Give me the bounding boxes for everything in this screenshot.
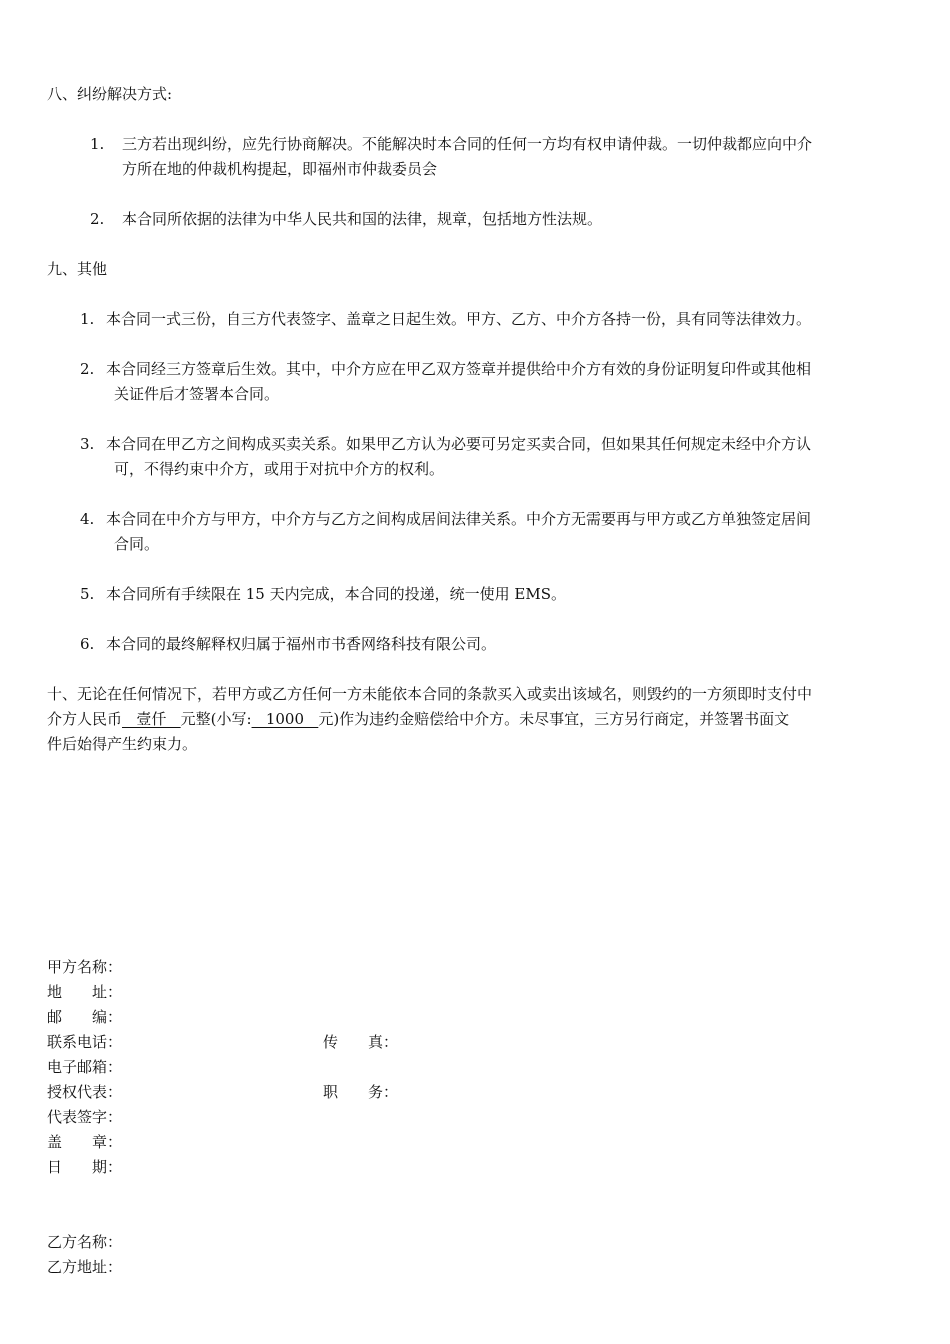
item-text-line: 本合同所有手续限在 15 天内完成，本合同的投递，统一使用 EMS。 (106, 585, 566, 603)
party-a-fax-label: 传 真： (323, 1033, 399, 1051)
sec10-text: 介方人民币 (47, 710, 123, 728)
sec10-text: 元)作为违约金赔偿给中介方。未尽事宜，三方另行商定，并签署书面文 (318, 710, 790, 728)
item-number: 4. (80, 510, 95, 528)
amount-chinese: 壹仟 (122, 710, 181, 728)
amount-number: 1000 (251, 710, 319, 728)
item-number: 1. (90, 135, 105, 153)
party-a-email-label: 电子邮箱： (47, 1058, 123, 1076)
item-number: 2. (80, 360, 95, 378)
item-number: 2. (90, 210, 105, 228)
party-a-address-label: 地 址： (47, 983, 123, 1001)
section-9-title: 九、其他 (47, 260, 108, 278)
party-a-date-label: 日 期： (47, 1158, 123, 1176)
item-text-line: 本合同所依据的法律为中华人民共和国的法律，规章，包括地方性法规。 (122, 210, 603, 228)
item-text-line: 本合同在甲乙方之间构成买卖关系。如果甲乙方认为必要可另定买卖合同，但如果其任何规定未经中介方认 (106, 435, 812, 453)
party-a-signature-label: 代表签字： (47, 1108, 123, 1126)
item-text-line: 方所在地的仲裁机构提起，即福州市仲裁委员会 (122, 160, 438, 178)
item-text-line: 三方若出现纠纷，应先行协商解决。不能解决时本合同的任何一方均有权申请仲裁。一切仲裁都应向中介 (122, 135, 813, 153)
party-a-postcode-label: 邮 编： (47, 1008, 123, 1026)
party-a-position-label: 职 务： (323, 1083, 399, 1101)
item-text-line: 可，不得约束中介方，或用于对抗中介方的权利。 (114, 460, 445, 478)
section-10-line (47, 707, 789, 732)
item-number: 5. (80, 585, 95, 603)
party-b-address-label: 乙方地址： (47, 1258, 123, 1276)
item-text-line: 本合同一式三份，自三方代表签字、盖章之日起生效。甲方、乙方、中介方各持一份，具有同等法律效力。 (106, 310, 812, 328)
sec10-text: 元整(小写: (180, 710, 252, 728)
item-text-line: 本合同在中介方与甲方，中介方与乙方之间构成居间法律关系。中介方无需要再与甲方或乙方单独签定居间 (106, 510, 812, 528)
item-number: 6. (80, 635, 95, 653)
party-a-phone-label: 联系电话： (47, 1033, 123, 1051)
item-text-line: 关证件后才签署本合同。 (114, 385, 280, 403)
party-a-name-label: 甲方名称： (47, 958, 123, 976)
item-number: 1. (80, 310, 95, 328)
item-number: 3. (80, 435, 95, 453)
item-text-line: 合同。 (114, 535, 160, 553)
section-10-line: 件后始得产生约束力。 (47, 735, 198, 753)
section-8-title: 八、纠纷解决方式: (47, 85, 173, 103)
party-a-seal-label: 盖 章： (47, 1133, 123, 1151)
section-10-line: 十、无论在任何情况下，若甲方或乙方任何一方未能依本合同的条款买入或卖出该域名，则毁约的一方须即时支付中 (47, 685, 813, 703)
party-b-name-label: 乙方名称： (47, 1233, 123, 1251)
party-a-rep-label: 授权代表： (47, 1083, 123, 1101)
item-text-line: 本合同经三方签章后生效。其中，中介方应在甲乙双方签章并提供给中介方有效的身份证明复印件或其他相 (106, 360, 812, 378)
item-text-line: 本合同的最终解释权归属于福州市书香网络科技有限公司。 (106, 635, 497, 653)
